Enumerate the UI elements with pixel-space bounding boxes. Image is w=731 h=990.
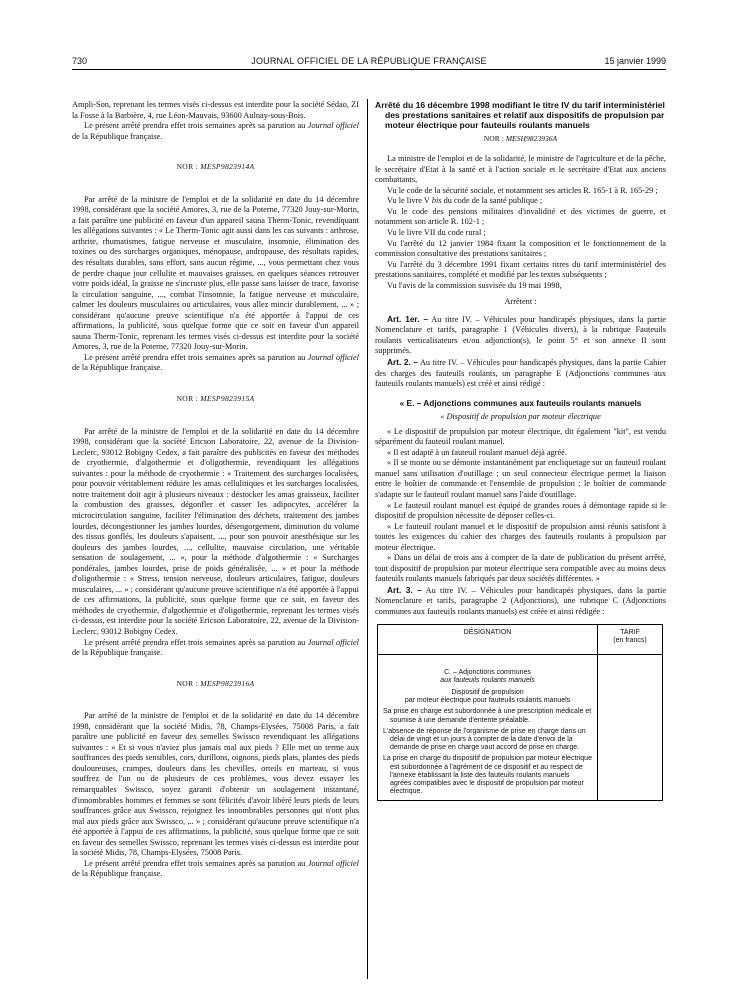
rubric-subtitle: par moteur électrique pour fauteuils roulants manuels bbox=[404, 697, 571, 705]
rubric-subtitle: Dispositif de propulsion bbox=[451, 688, 524, 696]
left-column bbox=[72, 100, 359, 880]
paragraph: Par arrêté de la ministre de l'emploi et de la solidarité en date du 14 décembre 1998, considérant que la société Amores, 3, rue de la Poterne, 77320 Jouy-sur-Morin, a fait paraître une publicité en faveur d'un appareil sauna Therm-Tonic, revendiquant les allégations suivantes : « Le Therm-Tonic agit aussi dans les cas suivants : arthrose, arthrite, rhumatismes, fatigue nerveuse et musculaire, insomnie, élimination des toxines ou des surcharges organiques, ménopause, andropause, des résultats rapides, des résultats durables, sans effort, sans aucun régime, ..., vous permettant chez vous de perdre chaque jour cellulite et mauvaises graisses, en quelques séances retrouver votre poids idéal, la graisse ne s'incruste plus, elle passe sans laisser de trace, favorise la circulation sanguine, ..., combat l'insomnie, la fatigue nerveuse et musculaire, calmer les douleurs musculaires ou articulaires, vous allez mincir durablement, ... » ; considérant qu'aucune preuve scientifique n'a été apportée à l'appui de ces affirmations, la publicité, sous quelque forme que ce soit en faveur d'un appareil sauna Therm-Tonic, reprenant les termes visés ci-dessus est interdite pour la société Amores, 3, rue de la Poterne, 77320 Jouy-sur-Morin. bbox=[72, 194, 359, 352]
designation-header: DÉSIGNATION bbox=[378, 624, 598, 654]
paragraph: « Il se monte ou se démonte instantanément par encliquetage sur un fauteuil roulant manuel sans utilisation d'outillage ; un seul connecteur électrique permet la liaison entre le boîtier de commande et l'ensemble de propulsion ; le boîtier de commande s'adapte sur le fauteuil roulant manuel sans l'aide d'outillage. bbox=[375, 458, 666, 500]
tarif-cell bbox=[598, 654, 663, 801]
page-header bbox=[72, 56, 666, 70]
page-number: 730 bbox=[72, 56, 88, 66]
paragraph: Vu le code des pensions militaires d'invalidité et des victimes de guerre, et notamment son article R. 102-1 ; bbox=[375, 206, 666, 227]
article-1: Art. 1er. – Au titre IV. – Véhicules pour handicapés physiques, dans la partie Nomenclature et tarifs, paragraphe 1 (Véhicules divers), à la rubrique Fauteuils roulants verticalisateurs et/ou adjonction(s), le point 5° et son annexe II sont supprimés. bbox=[375, 313, 666, 356]
section-e-heading: « E. – Adjonctions communes aux fauteuils roulants manuels bbox=[399, 397, 642, 408]
article-2: Art. 2. – Au titre IV. – Véhicules pour handicapés physiques, dans la partie Cahier des charges des fauteuils roulants, un paragraphe E (Adjonctions communes aux fauteuils roulants manuels) est créé et ainsi rédigé : bbox=[375, 357, 666, 389]
column-divider bbox=[367, 99, 368, 979]
nor-reference: NOR : MESH9823936A bbox=[483, 133, 558, 143]
designation-cell bbox=[378, 654, 598, 801]
paragraph: Vu l'arrêté du 3 décembre 1991 fixant certains titres du tarif interministériel des prestations sanitaires, complété et modifié par les textes subséquents ; bbox=[375, 259, 666, 280]
paragraph: Vu le code de la sécurité sociale, et notamment ses articles R. 165-1 à R. 165-29 ; bbox=[387, 185, 658, 195]
paragraph: Ampli-Son, reprenant les termes visés ci-dessus est interdite pour la société Sédao, ZI la Fosse à la Barbière, 4, rue Léon-Mauvais, 93600 Aulnay-sous-Bois. bbox=[72, 100, 359, 120]
section-e-subheading: « Dispositif de propulsion par moteur électrique bbox=[440, 412, 601, 422]
table-rule: La prise en charge du dispositif de propulsion par moteur électrique est subordonnée à l'agrément de ce dispositif et au respect de l'annexe établissant la liste des fauteuils roulants manuels agréés compatibles avec le dispositif de propulsion par moteur électrique. bbox=[383, 755, 592, 796]
right-column bbox=[375, 100, 666, 801]
paragraph: « Le fauteuil roulant manuel est équipé de grandes roues à démontage rapide si le dispositif de propulsion nécessite de déposer celles-ci. bbox=[375, 500, 666, 521]
table-header-row bbox=[378, 624, 663, 654]
decree-title: Arrêté du 16 décembre 1998 modifiant le titre IV du tarif interministériel des prestations sanitaires et relatif aux dispositifs de propulsion par moteur électrique pour fauteuils roulants manuels bbox=[375, 100, 665, 131]
paragraph: Par arrêté de la ministre de l'emploi et de la solidarité en date du 14 décembre 1998, considérant que la société Ericson Laboratoire, 22, avenue de la Division-Leclerc, 93012 Bobigny Cedex, a fait paraître des publicités en faveur des méthodes de cryothermie, d'algothermie et d'oligothermie, revendiquant les allégations suivantes : pour la méthode de cryothermie : « Traitement des surcharges localisées, pour pouvoir véritablement réduire les amas cellulitiques et les surcharges localisées, notre traitement doit agir à plusieurs niveaux : déstocker les amas graisseux, faciliter la combustion des graisses, dégonfler et casser les adipocytes, accélérer la microcirculation sanguine, faciliter l'élimination des déchets, traitement des jambes lourdes, décongestionner les jambes lourdes, désengorgement, diminution du volume des tissus gonflés, les douleurs s'apaisent, ..., pour son pouvoir anesthésique sur les douleurs des jambes lourdes, ..., cellulite, mauvaise circulation, une véritable sensation de soulagement, ... », pour la méthode d'algothermie : « Surcharges pondérales, jambes lourdes, prise de poids généralisée, ... » et pour la méthode d'oligothermie : « Stress, tension nerveuse, douleurs articulaires, fatigue, douleurs musculaires, ... » ; considérant qu'aucune preuve scientifique n'a été apportée à l'appui de ces affirmations, la publicité, sous quelque forme que ce soit, en faveur des méthodes de cryothermie, d'algothermie et d'oligothermie, reprenant les termes visés ci-dessus, est interdite pour la société Ericson Laboratoire, 22, avenue de la Division-Leclerc, 93012 Bobigny Cedex. bbox=[72, 426, 359, 636]
nor-reference: NOR : MESP9823914A bbox=[176, 162, 255, 172]
rubric-title: C. – Adjonctions communes bbox=[444, 668, 531, 676]
header-rule bbox=[72, 69, 666, 70]
rubric-title: aux fauteuils roulants manuels bbox=[440, 676, 535, 684]
tarif-header: TARIF (en francs) bbox=[598, 624, 663, 654]
paragraph: Le présent arrêté prendra effet trois semaines après sa parution au Journal officiel de la République française. bbox=[72, 352, 359, 373]
table-rule: Sa prise en charge est subordonnée à une prescription médicale et soumise à une demande d'entente préalable. bbox=[383, 708, 592, 724]
paragraph: Le présent arrêté prendra effet trois semaines après sa parution au Journal officiel de la République française. bbox=[72, 858, 359, 879]
paragraph: Vu le livre VII du code rural ; bbox=[387, 227, 486, 237]
article-3: Art. 3. – Au titre IV. – Véhicules pour handicapés physiques, dans la partie Nomenclature et tarifs, paragraphe 2 (Adjonctions), une rubrique C (Adjonctions communes aux fauteuils roulants manuels) est créée et ainsi rédigée : bbox=[375, 584, 666, 617]
issue-date: 15 janvier 1999 bbox=[604, 56, 666, 66]
paragraph: Le présent arrêté prendra effet trois semaines après sa parution au Journal officiel de la République française. bbox=[72, 121, 359, 141]
nor-reference: NOR : MESP9823916A bbox=[176, 678, 255, 688]
paragraph: Par arrêté de la ministre de l'emploi et de la solidarité en date du 14 décembre 1998, considérant que la société Midis, 78, Champs-Elysées, 75008 Paris, a fait paraître une publicité en faveur des semelles Swissco revendiquant les allégations suivantes : « Et si vous n'aviez plus jamais mal aux pieds ? Elle met un terme aux souffrances des pieds sensibles, cors, durillons, oignons, pieds plats, plantes des pieds douloureuses, crampes, douleurs dans les chevilles, orteils en marteau, si vous souffrez de l'un ou de plusieurs de ces problèmes, vous devez essayer les remarquables Swissco, soyez garanti d'obtenir un soulagement instantané, d'innombrables hommes et femmes se sont félicités d'avoir libéré leurs pieds de leurs souffrances grâce aux Swissco, rejoignez les innombrables personnes qui n'ont plus mal aux pieds grâce aux Swissco, ... » ; considérant qu'aucune preuve scientifique n'a été apportée à l'appui de ces affirmations, la publicité, sous quelque forme que ce soit en faveur des semelles Swissco, reprenant les termes visés ci-dessus est interdite pour la société Midis, 78, Champs-Elysées, 75008 Paris. bbox=[72, 711, 359, 858]
table-rule: L'absence de réponse de l'organisme de prise en charge dans un délai de vingt et un jours à compter de la date d'envoi de la demande de prise en charge vaut accord de prise en charge. bbox=[383, 727, 586, 752]
paragraph: Vu le livre V bis du code de la santé publique ; bbox=[387, 196, 543, 206]
tariff-table bbox=[377, 624, 663, 802]
paragraph: Vu l'arrêté du 12 janvier 1984 fixant la composition et le fonctionnement de la commission consultative des prestations sanitaires ; bbox=[375, 238, 666, 259]
paragraph: « Il est adapté à un fauteuil roulant manuel déjà agréé. bbox=[387, 447, 567, 457]
paragraph: « Le fauteuil roulant manuel et le dispositif de propulsion ainsi réunis satisfont à toutes les exigences du cahier des charges des fauteuils roulants à propulsion par moteur électrique. bbox=[375, 521, 666, 552]
paragraph: Le présent arrêté prendra effet trois semaines après sa parution au Journal officiel de la République française. bbox=[72, 637, 359, 658]
paragraph: La ministre de l'emploi et de la solidarité, le ministre de l'agriculture et de la pêche, le secrétaire d'Etat à la santé et à l'action sociale et le secrétaire d'Etat aux anciens combattants, bbox=[375, 154, 666, 185]
paragraph: Vu l'avis de la commission susvisée du 19 mai 1998, bbox=[387, 280, 562, 290]
paragraph: « Le dispositif de propulsion par moteur électrique, dit également "kit", est vendu séparément du fauteuil roulant manuel. bbox=[375, 426, 666, 447]
nor-reference: NOR : MESP9823915A bbox=[176, 394, 255, 404]
paragraph: « Dans un délai de trois ans à compter de la date de publication du présent arrêté, tout dispositif de propulsion par moteur électrique sera compatible avec au moins deux fauteuils roulants manuels fabriqués par deux sociétés différentes. » bbox=[375, 553, 666, 584]
arretent-heading: Arrêtent : bbox=[504, 297, 537, 307]
table-row bbox=[378, 654, 663, 801]
journal-title: JOURNAL OFFICIEL DE LA RÉPUBLIQUE FRANÇAISE bbox=[251, 56, 487, 66]
